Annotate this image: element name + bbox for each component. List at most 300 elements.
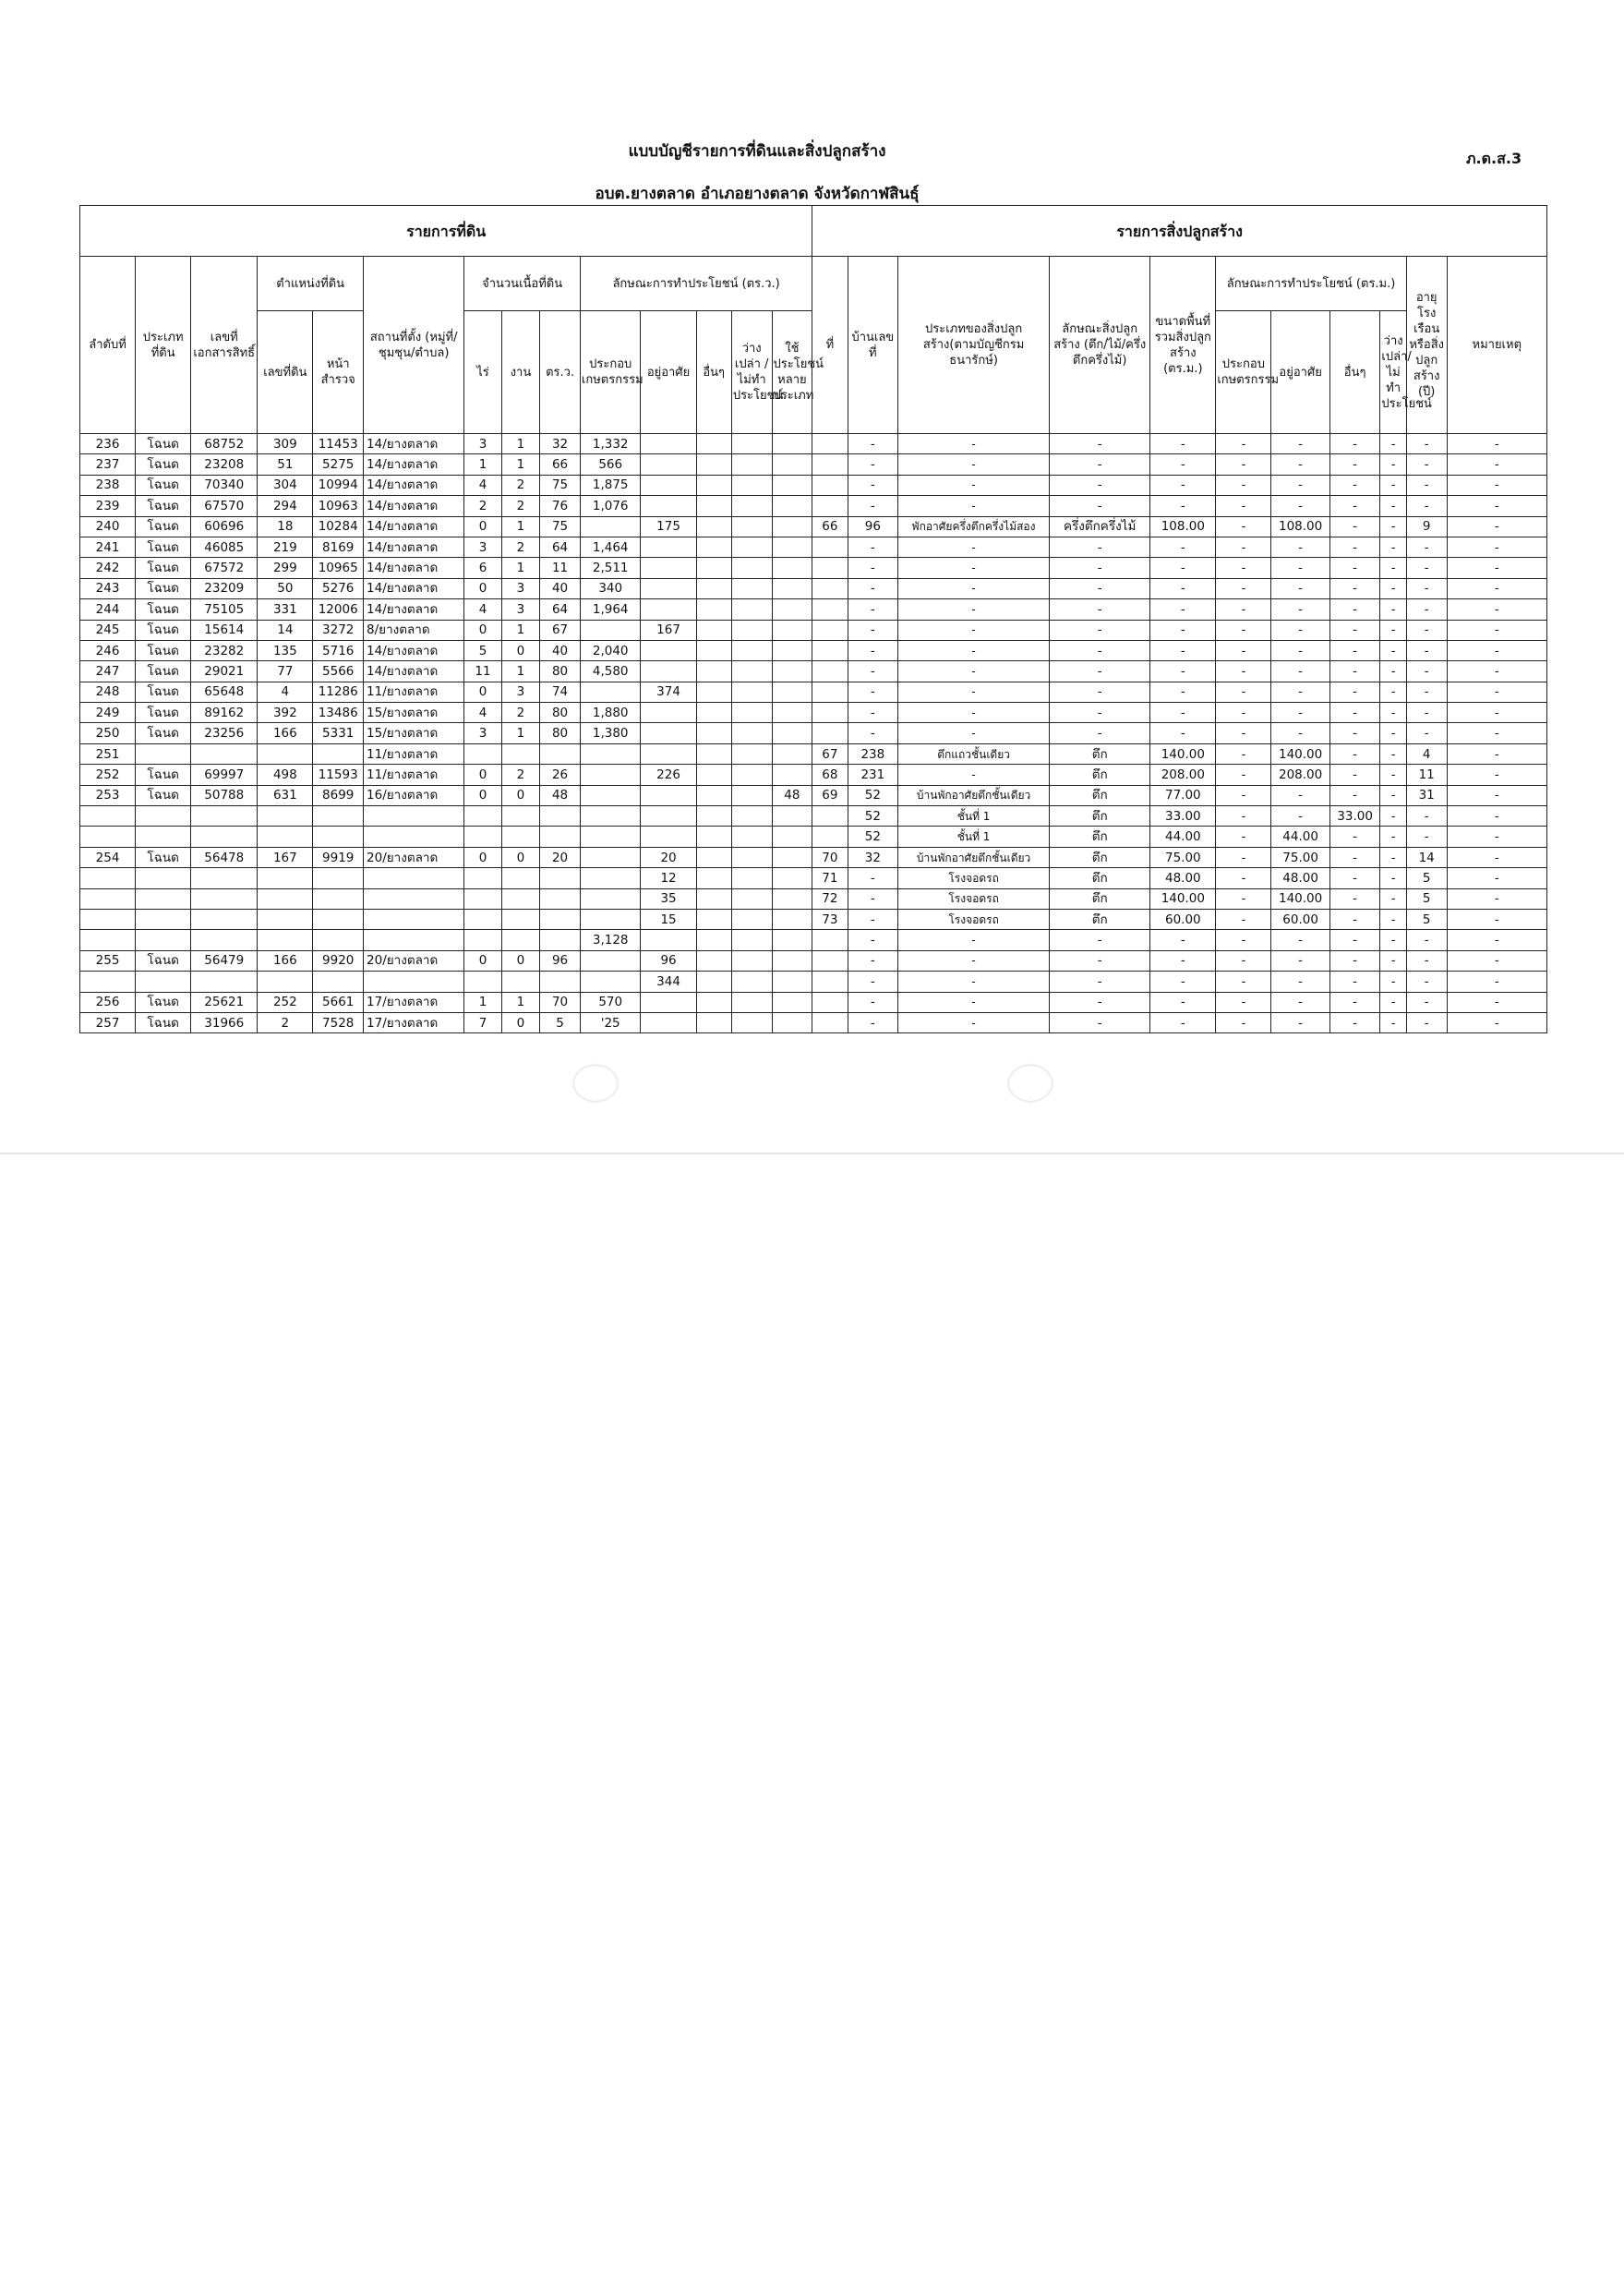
cell-seq: 240 (80, 516, 136, 537)
cell-seq: 241 (80, 537, 136, 557)
cell-deed-no: 65648 (191, 682, 258, 702)
cell-deed-no: 70340 (191, 475, 258, 495)
cell-building-residential: - (1271, 972, 1329, 992)
cell-location: 11/ยางตลาด (364, 682, 464, 702)
cell-land-agri (580, 620, 641, 640)
cell-building-size: 75.00 (1150, 847, 1216, 867)
cell-building-agri: - (1216, 516, 1271, 537)
cell-building-seq (812, 496, 848, 516)
cell-house-no: - (848, 992, 898, 1012)
table-row (80, 827, 1547, 847)
cell-survey-page (313, 930, 364, 950)
cell-land-other (696, 992, 731, 1012)
col-location: สถานที่ตั้ง (หมู่ที่/ชุมชุน/ตำบล) (364, 257, 464, 434)
cell-rai: 0 (464, 950, 501, 971)
cell-remark: - (1447, 743, 1546, 764)
col-land-other: อื่นๆ (696, 311, 731, 434)
cell-building-agri: - (1216, 496, 1271, 516)
cell-building-size: - (1150, 950, 1216, 971)
cell-house-no: - (848, 1012, 898, 1032)
cell-deed-no (191, 972, 258, 992)
cell-survey-page: 9920 (313, 950, 364, 971)
table-row (80, 516, 1547, 537)
cell-rai (464, 930, 501, 950)
cell-parcel-no (258, 930, 313, 950)
cell-building-size: - (1150, 578, 1216, 598)
cell-building-agri: - (1216, 640, 1271, 660)
cell-building-seq (812, 806, 848, 827)
cell-building-character: - (1050, 558, 1150, 578)
cell-seq (80, 888, 136, 909)
cell-ngan: 1 (501, 434, 540, 454)
cell-land-other (696, 847, 731, 867)
cell-building-age: - (1406, 827, 1447, 847)
cell-seq: 252 (80, 765, 136, 785)
cell-land-other (696, 888, 731, 909)
cell-building-vacant: - (1380, 578, 1406, 598)
cell-wah: 40 (540, 640, 581, 660)
cell-land-residential (641, 992, 696, 1012)
cell-land-other (696, 765, 731, 785)
cell-building-character: - (1050, 496, 1150, 516)
cell-remark: - (1447, 806, 1546, 827)
cell-land-agri: 566 (580, 454, 641, 475)
cell-parcel-no: 14 (258, 620, 313, 640)
cell-deed-no: 67572 (191, 558, 258, 578)
cell-land-vacant (731, 578, 772, 598)
cell-building-character: ตึก (1050, 868, 1150, 888)
cell-building-seq: 72 (812, 888, 848, 909)
cell-land-mixed (772, 661, 812, 682)
cell-parcel-no: 299 (258, 558, 313, 578)
cell-building-vacant: - (1380, 743, 1406, 764)
cell-building-character: - (1050, 434, 1150, 454)
cell-ngan: 1 (501, 558, 540, 578)
cell-seq: 251 (80, 743, 136, 764)
page-fold-line (0, 1153, 1624, 1154)
cell-land-residential: 35 (641, 888, 696, 909)
cell-rai: 0 (464, 847, 501, 867)
cell-seq: 256 (80, 992, 136, 1012)
cell-wah: 64 (540, 537, 581, 557)
cell-parcel-no: 51 (258, 454, 313, 475)
cell-building-size: 108.00 (1150, 516, 1216, 537)
table-row (80, 868, 1547, 888)
cell-seq: 247 (80, 661, 136, 682)
table-row (80, 620, 1547, 640)
cell-remark: - (1447, 434, 1546, 454)
cell-survey-page: 8169 (313, 537, 364, 557)
cell-location: 15/ยางตลาด (364, 723, 464, 743)
cell-survey-page (313, 827, 364, 847)
cell-building-vacant: - (1380, 992, 1406, 1012)
cell-building-size: - (1150, 537, 1216, 557)
cell-building-size: - (1150, 475, 1216, 495)
table-row (80, 909, 1547, 929)
cell-building-other: - (1329, 640, 1380, 660)
cell-building-type: โรงจอดรถ (898, 868, 1050, 888)
cell-land-residential (641, 454, 696, 475)
cell-building-size: - (1150, 703, 1216, 723)
cell-land-residential: 167 (641, 620, 696, 640)
cell-building-agri: - (1216, 888, 1271, 909)
cell-remark: - (1447, 909, 1546, 929)
cell-building-size: 48.00 (1150, 868, 1216, 888)
cell-building-residential: - (1271, 558, 1329, 578)
cell-land-vacant (731, 434, 772, 454)
cell-land-vacant (731, 703, 772, 723)
cell-building-other: - (1329, 827, 1380, 847)
cell-house-no: - (848, 868, 898, 888)
table-row (80, 743, 1547, 764)
cell-ngan (501, 909, 540, 929)
cell-location (364, 888, 464, 909)
cell-land-other (696, 950, 731, 971)
cell-building-type: ตึกแถวชั้นเดียว (898, 743, 1050, 764)
cell-building-agri: - (1216, 868, 1271, 888)
cell-land-agri (580, 888, 641, 909)
cell-house-no: - (848, 620, 898, 640)
cell-land-other (696, 723, 731, 743)
cell-location: 15/ยางตลาด (364, 703, 464, 723)
cell-survey-page: 5331 (313, 723, 364, 743)
cell-land-vacant (731, 992, 772, 1012)
cell-building-size: 140.00 (1150, 743, 1216, 764)
cell-deed-type (136, 806, 191, 827)
cell-survey-page: 12006 (313, 599, 364, 620)
cell-building-age: - (1406, 454, 1447, 475)
cell-building-agri: - (1216, 558, 1271, 578)
cell-land-mixed (772, 743, 812, 764)
cell-remark: - (1447, 475, 1546, 495)
cell-land-mixed (772, 909, 812, 929)
cell-building-vacant: - (1380, 888, 1406, 909)
cell-wah: 75 (540, 516, 581, 537)
cell-location: 17/ยางตลาด (364, 992, 464, 1012)
cell-building-size: 140.00 (1150, 888, 1216, 909)
cell-deed-type: โฉนด (136, 847, 191, 867)
cell-wah: 64 (540, 599, 581, 620)
cell-house-no: - (848, 723, 898, 743)
cell-parcel-no: 631 (258, 785, 313, 805)
cell-house-no: 32 (848, 847, 898, 867)
cell-building-character: - (1050, 475, 1150, 495)
cell-building-vacant: - (1380, 785, 1406, 805)
cell-building-seq: 71 (812, 868, 848, 888)
cell-land-agri: 1,964 (580, 599, 641, 620)
cell-seq: 254 (80, 847, 136, 867)
cell-survey-page: 11286 (313, 682, 364, 702)
cell-survey-page: 5275 (313, 454, 364, 475)
cell-building-size: - (1150, 972, 1216, 992)
cell-land-residential (641, 537, 696, 557)
col-land-use: ลักษณะการทำประโยชน์ (ตร.ว.) (580, 257, 812, 311)
cell-land-agri (580, 847, 641, 867)
cell-building-age: - (1406, 475, 1447, 495)
cell-building-residential: - (1271, 785, 1329, 805)
cell-building-vacant: - (1380, 516, 1406, 537)
cell-building-other: - (1329, 516, 1380, 537)
cell-location: 14/ยางตลาด (364, 558, 464, 578)
col-land-residential: อยู่อาศัย (641, 311, 696, 434)
cell-land-agri (580, 868, 641, 888)
cell-ngan: 0 (501, 785, 540, 805)
cell-wah: 26 (540, 765, 581, 785)
cell-building-residential: - (1271, 723, 1329, 743)
cell-building-vacant: - (1380, 950, 1406, 971)
cell-building-other: - (1329, 868, 1380, 888)
cell-rai: 11 (464, 661, 501, 682)
cell-building-other: - (1329, 909, 1380, 929)
cell-deed-no: 46085 (191, 537, 258, 557)
cell-building-residential: - (1271, 434, 1329, 454)
cell-parcel-no: 166 (258, 723, 313, 743)
cell-house-no: - (848, 434, 898, 454)
cell-parcel-no: 252 (258, 992, 313, 1012)
cell-land-other (696, 558, 731, 578)
cell-building-other: - (1329, 888, 1380, 909)
cell-building-agri: - (1216, 723, 1271, 743)
cell-building-age: - (1406, 703, 1447, 723)
cell-building-vacant: - (1380, 765, 1406, 785)
cell-land-vacant (731, 868, 772, 888)
cell-building-character: - (1050, 950, 1150, 971)
cell-land-agri: 1,380 (580, 723, 641, 743)
cell-seq: 239 (80, 496, 136, 516)
cell-location: 14/ยางตลาด (364, 454, 464, 475)
cell-location: 14/ยางตลาด (364, 661, 464, 682)
cell-land-mixed (772, 930, 812, 950)
col-house-no: บ้านเลขที่ (848, 257, 898, 434)
cell-building-age: 9 (1406, 516, 1447, 537)
col-building-agri: ประกอบเกษตรกรรม (1216, 311, 1271, 434)
cell-building-type: - (898, 578, 1050, 598)
cell-building-character: - (1050, 992, 1150, 1012)
cell-remark: - (1447, 496, 1546, 516)
cell-parcel-no: 4 (258, 682, 313, 702)
col-building-seq: ที่ (812, 257, 848, 434)
cell-remark: - (1447, 620, 1546, 640)
col-land-agri: ประกอบเกษตรกรรม (580, 311, 641, 434)
cell-building-other: - (1329, 992, 1380, 1012)
cell-building-age: 11 (1406, 765, 1447, 785)
cell-deed-no: 68752 (191, 434, 258, 454)
cell-survey-page (313, 743, 364, 764)
col-position: ตำแหน่งที่ดิน (258, 257, 364, 311)
cell-building-other: - (1329, 723, 1380, 743)
cell-building-vacant: - (1380, 868, 1406, 888)
cell-building-size: - (1150, 434, 1216, 454)
cell-land-agri: 4,580 (580, 661, 641, 682)
land-section-header: รายการที่ดิน (80, 206, 812, 257)
cell-land-vacant (731, 950, 772, 971)
cell-ngan (501, 972, 540, 992)
cell-deed-type (136, 868, 191, 888)
cell-building-seq (812, 827, 848, 847)
cell-wah: 80 (540, 661, 581, 682)
col-area: จำนวนเนื้อที่ดิน (464, 257, 581, 311)
cell-land-residential (641, 743, 696, 764)
table-row (80, 537, 1547, 557)
col-building-other: อื่นๆ (1329, 311, 1380, 434)
cell-location: 14/ยางตลาด (364, 434, 464, 454)
cell-building-residential: - (1271, 537, 1329, 557)
cell-land-mixed (772, 496, 812, 516)
cell-building-character: - (1050, 1012, 1150, 1032)
col-deed-no: เลขที่เอกสารสิทธิ์ (191, 257, 258, 434)
cell-building-character: - (1050, 640, 1150, 660)
cell-house-no: - (848, 930, 898, 950)
punch-hole (574, 1066, 617, 1101)
cell-land-agri: 2,511 (580, 558, 641, 578)
cell-house-no: - (848, 703, 898, 723)
cell-building-age: 4 (1406, 743, 1447, 764)
cell-deed-type: โฉนด (136, 1012, 191, 1032)
cell-rai: 7 (464, 1012, 501, 1032)
cell-building-agri: - (1216, 743, 1271, 764)
cell-land-vacant (731, 888, 772, 909)
cell-deed-type: โฉนด (136, 703, 191, 723)
cell-parcel-no: 392 (258, 703, 313, 723)
cell-house-no: 52 (848, 827, 898, 847)
cell-deed-type: โฉนด (136, 558, 191, 578)
cell-deed-type: โฉนด (136, 434, 191, 454)
cell-remark: - (1447, 516, 1546, 537)
table-row (80, 950, 1547, 971)
cell-building-type: - (898, 496, 1050, 516)
cell-location: 8/ยางตลาด (364, 620, 464, 640)
cell-land-other (696, 661, 731, 682)
cell-land-other (696, 1012, 731, 1032)
cell-building-age: - (1406, 661, 1447, 682)
cell-land-agri: 570 (580, 992, 641, 1012)
col-wah: ตร.ว. (540, 311, 581, 434)
cell-building-agri: - (1216, 930, 1271, 950)
cell-land-vacant (731, 516, 772, 537)
table-row (80, 806, 1547, 827)
cell-land-residential: 96 (641, 950, 696, 971)
cell-deed-type: โฉนด (136, 496, 191, 516)
cell-building-agri: - (1216, 475, 1271, 495)
cell-building-size: 77.00 (1150, 785, 1216, 805)
cell-parcel-no: 18 (258, 516, 313, 537)
cell-building-age: - (1406, 1012, 1447, 1032)
col-building-type: ประเภทของสิ่งปลูกสร้าง(ตามบัญชีกรมธนารักษ์) (898, 257, 1050, 434)
cell-building-size: - (1150, 599, 1216, 620)
cell-land-agri: 340 (580, 578, 641, 598)
cell-building-residential: - (1271, 992, 1329, 1012)
cell-land-agri: '25 (580, 1012, 641, 1032)
cell-land-vacant (731, 909, 772, 929)
cell-building-seq (812, 972, 848, 992)
col-rai: ไร่ (464, 311, 501, 434)
cell-land-vacant (731, 806, 772, 827)
cell-remark: - (1447, 888, 1546, 909)
cell-house-no: - (848, 475, 898, 495)
cell-house-no: - (848, 578, 898, 598)
cell-land-other (696, 703, 731, 723)
cell-wah: 48 (540, 785, 581, 805)
table-row (80, 599, 1547, 620)
cell-deed-no: 23208 (191, 454, 258, 475)
cell-deed-type: โฉนด (136, 682, 191, 702)
cell-seq (80, 827, 136, 847)
cell-remark: - (1447, 950, 1546, 971)
cell-deed-type (136, 930, 191, 950)
cell-building-age: - (1406, 558, 1447, 578)
col-remark: หมายเหตุ (1447, 257, 1546, 434)
cell-building-character: - (1050, 972, 1150, 992)
cell-wah (540, 930, 581, 950)
cell-deed-no (191, 909, 258, 929)
cell-deed-no: 67570 (191, 496, 258, 516)
cell-deed-no (191, 827, 258, 847)
cell-survey-page: 13486 (313, 703, 364, 723)
cell-building-type: โรงจอดรถ (898, 888, 1050, 909)
cell-building-vacant: - (1380, 827, 1406, 847)
table-row (80, 930, 1547, 950)
cell-location: 14/ยางตลาด (364, 640, 464, 660)
cell-building-seq (812, 1012, 848, 1032)
cell-building-seq (812, 950, 848, 971)
cell-deed-type (136, 972, 191, 992)
cell-deed-no: 31966 (191, 1012, 258, 1032)
cell-building-character: - (1050, 599, 1150, 620)
cell-survey-page (313, 806, 364, 827)
cell-land-agri: 1,875 (580, 475, 641, 495)
cell-building-type: - (898, 661, 1050, 682)
table-row (80, 785, 1547, 805)
cell-wah: 80 (540, 723, 581, 743)
cell-land-residential (641, 599, 696, 620)
cell-building-seq (812, 992, 848, 1012)
cell-land-vacant (731, 620, 772, 640)
cell-building-seq (812, 434, 848, 454)
cell-deed-type (136, 743, 191, 764)
cell-land-mixed (772, 537, 812, 557)
cell-building-residential: - (1271, 599, 1329, 620)
table-row (80, 475, 1547, 495)
cell-rai (464, 888, 501, 909)
cell-rai: 0 (464, 578, 501, 598)
cell-land-residential (641, 703, 696, 723)
cell-building-seq: 69 (812, 785, 848, 805)
table-row (80, 972, 1547, 992)
cell-wah: 32 (540, 434, 581, 454)
cell-building-other: - (1329, 847, 1380, 867)
cell-building-type: - (898, 475, 1050, 495)
cell-land-residential (641, 785, 696, 805)
cell-building-size: 60.00 (1150, 909, 1216, 929)
table-row (80, 682, 1547, 702)
cell-building-size: - (1150, 723, 1216, 743)
cell-land-mixed (772, 599, 812, 620)
cell-rai: 0 (464, 620, 501, 640)
cell-land-vacant (731, 723, 772, 743)
cell-land-agri (580, 743, 641, 764)
cell-parcel-no: 294 (258, 496, 313, 516)
cell-building-age: 14 (1406, 847, 1447, 867)
cell-building-other: - (1329, 475, 1380, 495)
cell-building-vacant: - (1380, 930, 1406, 950)
cell-deed-type: โฉนด (136, 578, 191, 598)
cell-building-residential: - (1271, 806, 1329, 827)
cell-land-residential: 12 (641, 868, 696, 888)
cell-land-mixed (772, 888, 812, 909)
cell-building-residential: - (1271, 950, 1329, 971)
cell-rai (464, 868, 501, 888)
cell-building-residential: 48.00 (1271, 868, 1329, 888)
